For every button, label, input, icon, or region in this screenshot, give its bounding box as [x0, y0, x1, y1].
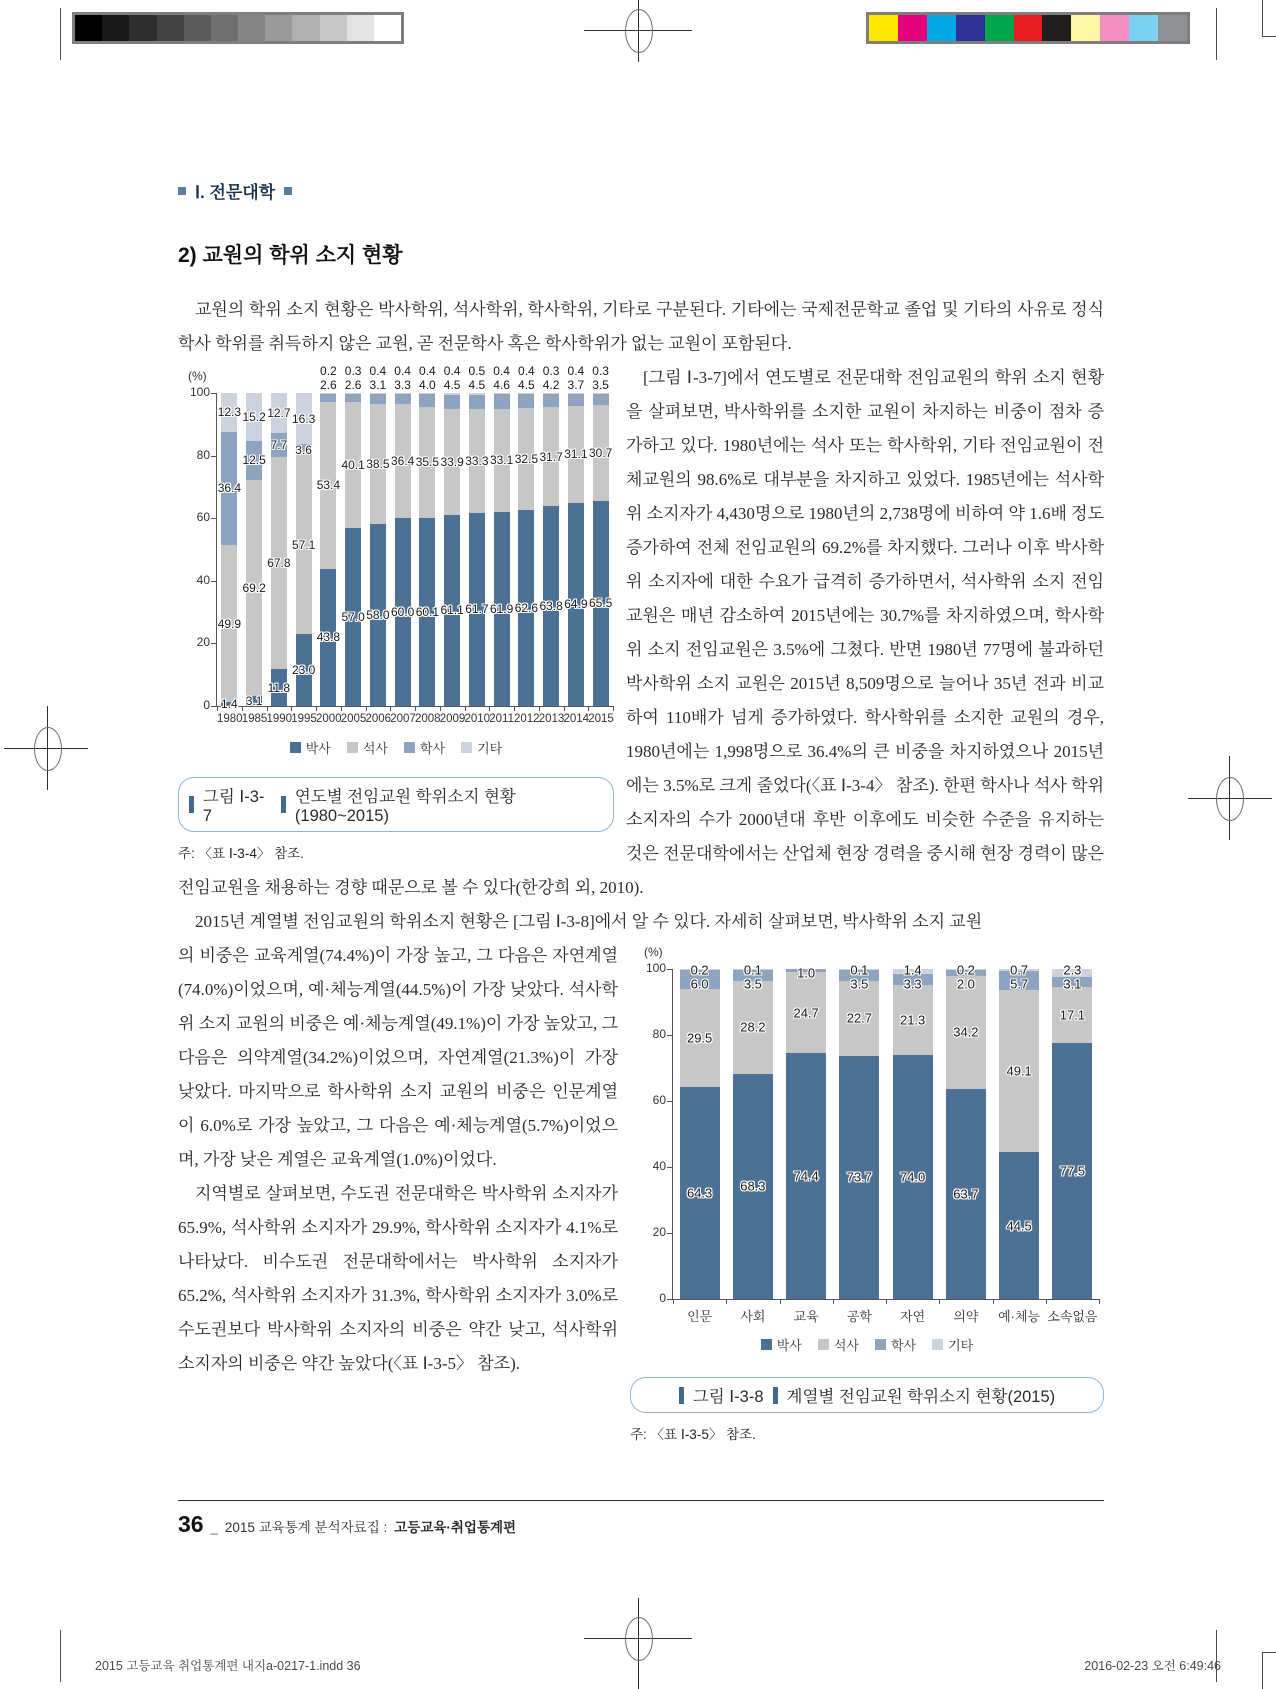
legend-item: [347, 738, 388, 757]
paragraph-4: 지역별로 살펴보면, 수도권 전문대학은 박사학위 소지자가 65.9%, 석사학위 소지자가 29.9%, 학사학위 소지자가 4.1%로 나타났다. 비수도권 전문대학에서는 박사학위 소지자가 65.2%, 석사학위 소지자가 31.3%, 학사학위 소지자가 3.0%로 수도권보다 박사학위 소지자의 비중은 약간 낮고, 석사학위 소지자의 비중은 약간 높았다(〈표 Ⅰ-3-5〉 참조).: [178, 1184, 618, 1373]
figure2-caption: [630, 1377, 1104, 1413]
caption-bar-icon: [679, 1387, 684, 1404]
bar-segment: [370, 394, 386, 404]
bar-value-label: 23.0: [291, 663, 316, 677]
axis-unit-label: (%): [644, 945, 663, 959]
calibration-swatch: [75, 15, 102, 41]
x-axis-category-label: 2009: [439, 713, 466, 725]
bar-value-label: 4.6: [493, 378, 510, 392]
calibration-swatch: [1129, 15, 1158, 41]
y-axis-tick-label: 0: [659, 1291, 666, 1305]
bar-value-label: 40.1: [341, 457, 365, 472]
x-axis-category-label: 2013: [538, 713, 565, 725]
x-axis-tick: [217, 706, 218, 711]
section-title: 2) 교원의 학위 소지 현황: [178, 244, 403, 267]
y-axis-tick: [667, 1233, 673, 1234]
bar-value-label: 3.1: [245, 694, 263, 709]
legend-swatch-icon: [761, 1339, 772, 1350]
bar-value-label: 44.5: [1006, 1218, 1032, 1234]
bar-value-label: 65.5: [588, 596, 613, 611]
bar-value-label: 63.8: [539, 599, 563, 614]
bar-value-label: 0.5: [468, 364, 486, 378]
x-axis-tick: [415, 706, 416, 711]
chart-legend: [630, 1335, 1104, 1354]
x-axis-tick: [1099, 1299, 1100, 1304]
bar-value-label: 12.7: [267, 405, 291, 420]
bar-segment: [469, 395, 485, 409]
footer-rule: [178, 1500, 1104, 1501]
calibration-swatch: [1042, 15, 1071, 41]
bar-value-label: 2.6: [320, 378, 337, 392]
bar-value-label: 61.1: [440, 603, 464, 618]
footer-separator: _: [210, 1520, 218, 1535]
y-axis-tick: [667, 1101, 673, 1102]
bar-value-label: 0.4: [443, 364, 461, 378]
bar-segment: [568, 393, 584, 394]
bar-value-label: 58.0: [366, 608, 390, 623]
bar-segment: [568, 394, 584, 406]
legend-item: [404, 738, 445, 757]
bar-segment: [593, 394, 609, 405]
bar-value-label: 0.2: [320, 364, 337, 378]
bar-value-label: 68.3: [740, 1178, 766, 1194]
bar-value-label: 3.5: [850, 976, 869, 992]
figure1-note: 주: 〈표 Ⅰ-3-4〉 참조.: [178, 846, 304, 861]
bar-segment: [543, 394, 559, 407]
x-axis-category-label: 자연: [900, 1309, 926, 1324]
legend-swatch-icon: [404, 742, 415, 753]
x-axis-category-label: 예·체능: [998, 1309, 1041, 1324]
x-axis-tick: [613, 706, 614, 711]
bar-segment: [370, 393, 386, 394]
legend-swatch-icon: [818, 1339, 829, 1350]
bar-value-label: 31.7: [539, 449, 563, 464]
bar-value-label: 6.0: [690, 976, 709, 992]
legend-label: 박사: [776, 1338, 802, 1353]
calibration-swatch: [374, 15, 401, 41]
bar-value-label: 11.8: [267, 680, 291, 695]
bar-value-label: 17.1: [1059, 1007, 1086, 1023]
x-axis-tick: [673, 1299, 674, 1304]
x-axis-category-label: 소속없음: [1047, 1309, 1098, 1324]
axis-unit-label: (%): [188, 369, 207, 383]
legend-item: [461, 738, 502, 757]
bar-value-label: 0.4: [419, 364, 436, 378]
bar-value-label: 4.0: [419, 378, 436, 392]
bar-value-label: 3.1: [369, 378, 387, 392]
bar-value-label: 0.4: [567, 364, 585, 378]
bar-value-label: 43.8: [316, 630, 341, 645]
y-axis-tick-label: 40: [196, 572, 210, 587]
paragraph-3-rest: 의 비중은 교육계열(74.4%)이 가장 높고, 그 다음은 자연계열(74.0%)이었으며, 예·체능계열(44.5%)이 가장 낮았다. 석사학위 소지 교원의 비중은 예·체능계열(49.1%)이 가장 높았고, 그 다음은 의약계열(34.2%)이었으며, 자연계열(21.3%)이 가장 낮았다. 마지막으로 학사학위 소지 교원의 비중은 인문계열이 6.0%로 가장 높았고, 그 다음은 예·체능계열(5.7%)이었으며, 가장 낮은 계열은 교육계열(1.0%)이었다.: [178, 946, 618, 1169]
bar-value-label: 4.5: [518, 378, 535, 392]
x-axis-tick: [366, 706, 367, 711]
x-axis-tick: [489, 706, 490, 711]
legend-swatch-icon: [461, 742, 472, 753]
y-axis-tick: [211, 393, 217, 394]
figure1-caption-prefix: 그림 Ⅰ-3-7: [202, 788, 265, 825]
bar-segment: [444, 393, 460, 394]
bar-value-label: 64.3: [686, 1185, 713, 1201]
legend-label: 석사: [362, 741, 388, 756]
bar-value-label: 33.1: [489, 453, 514, 468]
x-axis-tick: [242, 706, 243, 711]
y-axis-tick-label: 40: [652, 1159, 666, 1173]
caption-bar-icon: [189, 796, 194, 813]
bar-segment: [469, 393, 485, 395]
bar-value-label: 69.2: [242, 580, 266, 595]
chart-degree-by-year: [178, 364, 614, 763]
x-axis-tick: [267, 706, 268, 711]
chart-legend: [178, 738, 614, 757]
bar-value-label: 1.0: [797, 965, 816, 981]
x-axis-category-label: 1995: [291, 713, 317, 725]
bar-segment: [320, 394, 336, 402]
bar-value-label: 0.3: [592, 364, 609, 378]
x-axis-category-label: 인문: [687, 1309, 713, 1324]
bar-value-label: 38.5: [366, 457, 390, 472]
legend-item: [875, 1335, 916, 1354]
bar-segment: [395, 393, 411, 394]
bar-value-label: 61.7: [465, 602, 489, 617]
figure2-caption-text: 계열별 전임교원 학위소지 현황(2015): [786, 1388, 1056, 1406]
figure-1: [178, 364, 614, 862]
bar-segment: [518, 393, 534, 394]
bar-value-label: 0.2: [690, 962, 709, 978]
calibration-swatch: [1014, 15, 1043, 41]
bar-value-label: 0.1: [850, 962, 869, 978]
bar-value-label: 1.4: [221, 696, 238, 711]
x-axis-category-label: 교육: [793, 1309, 819, 1324]
calibration-swatch: [238, 15, 265, 41]
calibration-swatch: [1158, 15, 1187, 41]
x-axis-tick: [564, 706, 565, 711]
bar-value-label: 1.4: [903, 962, 922, 978]
x-axis-tick: [440, 706, 441, 711]
x-axis-category-label: 2008: [415, 713, 441, 725]
bar-value-label: 33.3: [465, 453, 489, 468]
bar-segment: [345, 393, 361, 394]
calibration-swatch: [292, 15, 319, 41]
legend-label: 학사: [420, 741, 446, 756]
legend-label: 기타: [948, 1338, 974, 1353]
legend-item: [290, 738, 331, 757]
bar-value-label: 28.2: [740, 1019, 766, 1035]
footer-text-bold: 고등교육·취업통계편: [394, 1520, 517, 1535]
legend-swatch-icon: [290, 742, 301, 753]
bar-value-label: 36.4: [390, 454, 415, 469]
bar-value-label: 4.5: [468, 378, 486, 392]
bar-value-label: 2.6: [344, 378, 362, 392]
bar-value-label: 77.5: [1059, 1163, 1086, 1179]
bar-value-label: 53.4: [316, 478, 341, 493]
bar-value-label: 57.0: [341, 609, 365, 624]
figure2-caption-prefix: 그림 Ⅰ-3-8: [692, 1388, 764, 1406]
bar-value-label: 16.3: [291, 411, 316, 426]
bar-value-label: 0.4: [369, 364, 387, 378]
calibration-swatch: [898, 15, 927, 41]
page-number: 36: [178, 1511, 204, 1537]
figure2-note: 주: 〈표 Ⅰ-3-5〉 참조.: [630, 1427, 756, 1442]
x-axis-category-label: 의약: [953, 1309, 979, 1324]
legend-swatch-icon: [875, 1339, 886, 1350]
y-axis-tick: [211, 643, 217, 644]
y-axis-tick: [211, 518, 217, 519]
x-axis-category-label: 사회: [740, 1309, 766, 1324]
y-axis-tick: [211, 456, 217, 457]
x-axis-tick: [1046, 1299, 1047, 1304]
bar-value-label: 3.1: [1063, 976, 1082, 992]
bar-value-label: 61.9: [489, 602, 514, 617]
calibration-swatch: [869, 15, 898, 41]
bar-segment: [518, 394, 534, 408]
footer-text: 2015 교육통계 분석자료집 :: [224, 1520, 388, 1535]
bar-value-label: 74.0: [899, 1169, 926, 1185]
bar-segment: [494, 394, 510, 408]
bar-value-label: 57.1: [291, 537, 316, 552]
bar-segment: [543, 393, 559, 394]
bar-value-label: 3.3: [903, 976, 922, 992]
x-axis-category-label: 2000: [316, 713, 342, 725]
calibration-swatch: [347, 15, 374, 41]
bar-value-label: 2.0: [956, 976, 975, 992]
bar-value-label: 74.4: [793, 1168, 819, 1184]
y-axis-tick: [211, 581, 217, 582]
bar-value-label: 33.9: [440, 454, 464, 469]
x-axis-tick: [514, 706, 515, 711]
y-axis-tick-label: 0: [203, 698, 210, 712]
bar-value-label: 4.2: [542, 378, 560, 392]
calibration-swatch: [157, 15, 184, 41]
bar-value-label: 0.4: [493, 364, 510, 378]
bar-segment: [593, 393, 609, 394]
bar-value-label: 12.3: [217, 405, 242, 420]
figure1-caption: [178, 777, 614, 832]
x-axis-category-label: 2007: [390, 713, 416, 725]
x-axis-category-label: 2011: [489, 713, 514, 725]
bar-value-label: 7.7: [270, 437, 288, 452]
bar-segment: [444, 395, 460, 409]
chapter-header: [178, 178, 1104, 203]
bar-value-label: 31.1: [564, 447, 588, 462]
bar-value-label: 0.2: [956, 962, 975, 978]
bar-value-label: 34.2: [953, 1024, 979, 1040]
legend-swatch-icon: [347, 742, 358, 753]
calibration-swatch: [320, 15, 347, 41]
bar-value-label: 15.2: [242, 409, 266, 424]
bar-value-label: 0.1: [743, 962, 762, 978]
bar-value-label: 22.7: [846, 1010, 873, 1026]
x-axis-category-label: 공학: [846, 1309, 872, 1324]
bar-value-label: 3.3: [394, 378, 411, 392]
bar-value-label: 0.3: [542, 364, 560, 378]
y-axis-tick-label: 100: [189, 385, 210, 399]
bar-value-label: 24.7: [793, 1005, 819, 1021]
x-axis-tick: [341, 706, 342, 711]
bar-value-label: 3.6: [295, 442, 312, 457]
bar-value-label: 60.0: [390, 605, 415, 620]
x-axis-category-label: 2005: [340, 713, 367, 725]
bar-value-label: 3.5: [743, 976, 762, 992]
legend-item: [932, 1335, 973, 1354]
x-axis-category-label: 2014: [563, 713, 590, 725]
bar-value-label: 5.7: [1010, 976, 1029, 992]
paragraph-2: [그림 Ⅰ-3-7]에서 연도별로 전문대학 전임교원의 학위 소지 현황을 살펴보면, 박사학위를 소지한 교원이 차지하는 비중이 점차 증가하고 있다. 1980년에는 석사 또는 학사학위, 기타 전임교원이 전체교원의 98.6%로 대부분을 차지하고 있었다. 1985년에는 석사학위 소지자가 4,430명으로 1980년의 2,738명에 비하여 약 1.6배 정도 증가하여 전체 전임교원의 69.2%를 차지했다. 그러나 이후 박사학위 소지자에 대한 수요가 급격히 증가하면서, 석사학위 소지 전임교원은 매년 감소하여 2015년에는 30.7%를 차지하였으며, 학사학위 소지 전임교원은 3.5%에 그쳤다. 반면 1980년 77명에 불과하던 박사학위 소지 교원은 2015년 8,509명으로 늘어나 35년 전과 비교하여 110배가 넘게 증가하였다. 학사학위를 소지한 교원의 경우, 1980년에는 1,998명으로 36.4%의 큰 비중을 차지하였으나 2015년에는 3.5%로 크게 줄었다(〈표 Ⅰ-3-4〉 참조). 한편 학사나 석사 학위 소지자의 수가 2000년대 후반 이후에도 비슷한 수준을 유지하는 것은 전문대학에서는 산업체 현장 경력을 중시해 현장 경력이 많은 전임교원을 채용하는 경향 때문으로 볼 수 있다(한강희 외, 2010).: [178, 368, 1104, 897]
bar-value-label: 4.5: [443, 378, 461, 392]
y-axis-tick: [667, 1035, 673, 1036]
bar-value-label: 30.7: [588, 445, 613, 460]
x-axis-tick: [588, 706, 589, 711]
x-axis-tick: [726, 1299, 727, 1304]
calibration-swatch: [211, 15, 238, 41]
x-axis-tick: [390, 706, 391, 711]
bar-value-label: 3.5: [592, 378, 609, 392]
bar-value-label: 21.3: [899, 1012, 926, 1028]
calibration-swatch: [129, 15, 156, 41]
bar-value-label: 12.5: [242, 453, 266, 468]
print-info-left: 2015 고등교육 취업통계편 내지a-0217-1.indd 36: [95, 1659, 361, 1673]
legend-item: [761, 1335, 802, 1354]
x-axis-category-label: 2010: [464, 713, 491, 725]
legend-label: 기타: [477, 741, 503, 756]
color-calibration-strip: [866, 12, 1190, 44]
bar-value-label: 32.5: [514, 452, 539, 467]
x-axis-tick: [465, 706, 466, 711]
bar-value-label: 2.3: [1063, 962, 1082, 978]
chart-degree-by-field: [630, 943, 1104, 1363]
calibration-swatch: [1100, 15, 1129, 41]
calibration-swatch: [102, 15, 129, 41]
y-axis-tick-label: 100: [645, 961, 666, 975]
x-axis-tick: [291, 706, 292, 711]
x-axis-category-label: 2012: [514, 713, 540, 725]
x-axis-tick: [539, 706, 540, 711]
y-axis-tick-label: 80: [652, 1027, 666, 1041]
chapter-title: Ⅰ. 전문대학: [195, 183, 276, 202]
x-axis-category-label: 2015: [588, 713, 614, 725]
bar-segment: [345, 394, 361, 402]
bar-value-label: 64.9: [564, 597, 588, 612]
calibration-swatch: [1071, 15, 1100, 41]
calibration-swatch: [927, 15, 956, 41]
plot-area: [645, 961, 1099, 1324]
legend-label: 학사: [891, 1338, 917, 1353]
x-axis-tick: [939, 1299, 940, 1304]
bar-value-label: 63.7: [953, 1186, 979, 1202]
bar-value-label: 0.7: [1010, 962, 1029, 978]
x-axis-tick: [316, 706, 317, 711]
bar-segment: [320, 393, 336, 394]
calibration-swatch: [985, 15, 1014, 41]
header-square-icon: [284, 187, 292, 195]
y-axis-tick-label: 80: [196, 447, 210, 462]
paragraph-3-lead: 2015년 계열별 전임교원의 학위소지 현황은 [그림 Ⅰ-3-8]에서 알 수 있다. 자세히 살펴보면, 박사학위 소지 교원: [195, 912, 983, 931]
x-axis-tick: [993, 1299, 994, 1304]
x-axis-category-label: 1980: [217, 713, 243, 725]
calibration-swatch: [184, 15, 211, 41]
bar-value-label: 29.5: [686, 1030, 713, 1046]
x-axis-category-label: 1985: [241, 713, 268, 725]
bar-value-label: 0.3: [344, 364, 362, 378]
bar-value-label: 36.4: [217, 481, 242, 496]
legend-item: [818, 1335, 859, 1354]
figure-2: [630, 943, 1104, 1443]
bar-value-label: 0.4: [394, 364, 411, 378]
header-square-icon: [178, 187, 186, 195]
figure1-caption-text: 연도별 전임교원 학위소지 현황(1980~2015): [294, 788, 516, 825]
x-axis-category-label: 1990: [266, 713, 293, 725]
y-axis-tick: [667, 1167, 673, 1168]
bar-segment: [494, 393, 510, 394]
bar-value-label: 35.5: [415, 455, 440, 470]
bar-value-label: 73.7: [846, 1169, 873, 1185]
plot-area: [189, 364, 614, 725]
page-content: [178, 178, 1104, 1447]
y-axis-tick-label: 60: [652, 1093, 666, 1107]
calibration-swatch: [265, 15, 292, 41]
bar-value-label: 62.6: [514, 601, 539, 616]
x-axis-category-label: 2006: [365, 713, 392, 725]
grayscale-calibration-strip: [72, 12, 404, 44]
caption-bar-icon: [773, 1387, 778, 1404]
bar-value-label: 49.9: [217, 616, 242, 631]
legend-label: 박사: [305, 741, 331, 756]
footer: [178, 1511, 516, 1538]
bar-segment: [419, 393, 435, 394]
bar-value-label: 60.1: [415, 604, 440, 619]
y-axis-tick-label: 60: [196, 510, 210, 525]
legend-swatch-icon: [932, 1339, 943, 1350]
bar-value-label: 0.4: [518, 364, 535, 378]
y-axis-tick-label: 20: [652, 1225, 666, 1239]
x-axis-tick: [833, 1299, 834, 1304]
bar-value-label: 49.1: [1006, 1063, 1032, 1079]
x-axis-tick: [886, 1299, 887, 1304]
print-info-right: 2016-02-23 오전 6:49:46: [1084, 1659, 1221, 1673]
x-axis-tick: [780, 1299, 781, 1304]
calibration-swatch: [956, 15, 985, 41]
y-axis-tick: [667, 969, 673, 970]
y-axis-tick-label: 20: [196, 635, 210, 650]
bar-value-label: 3.7: [567, 378, 585, 392]
legend-label: 석사: [833, 1338, 859, 1353]
caption-bar-icon: [281, 796, 286, 813]
bar-segment: [395, 394, 411, 404]
bar-value-label: 67.8: [267, 555, 291, 570]
bar-segment: [419, 394, 435, 407]
intro-paragraph: 교원의 학위 소지 현황은 박사학위, 석사학위, 학사학위, 기타로 구분된다. 기타에는 국제전문학교 졸업 및 기타의 사유로 정식학사 학위를 취득하지 않은 교원, 곧 전문학사 혹은 학사학위가 없는 교원이 포함된다.: [178, 300, 1104, 353]
